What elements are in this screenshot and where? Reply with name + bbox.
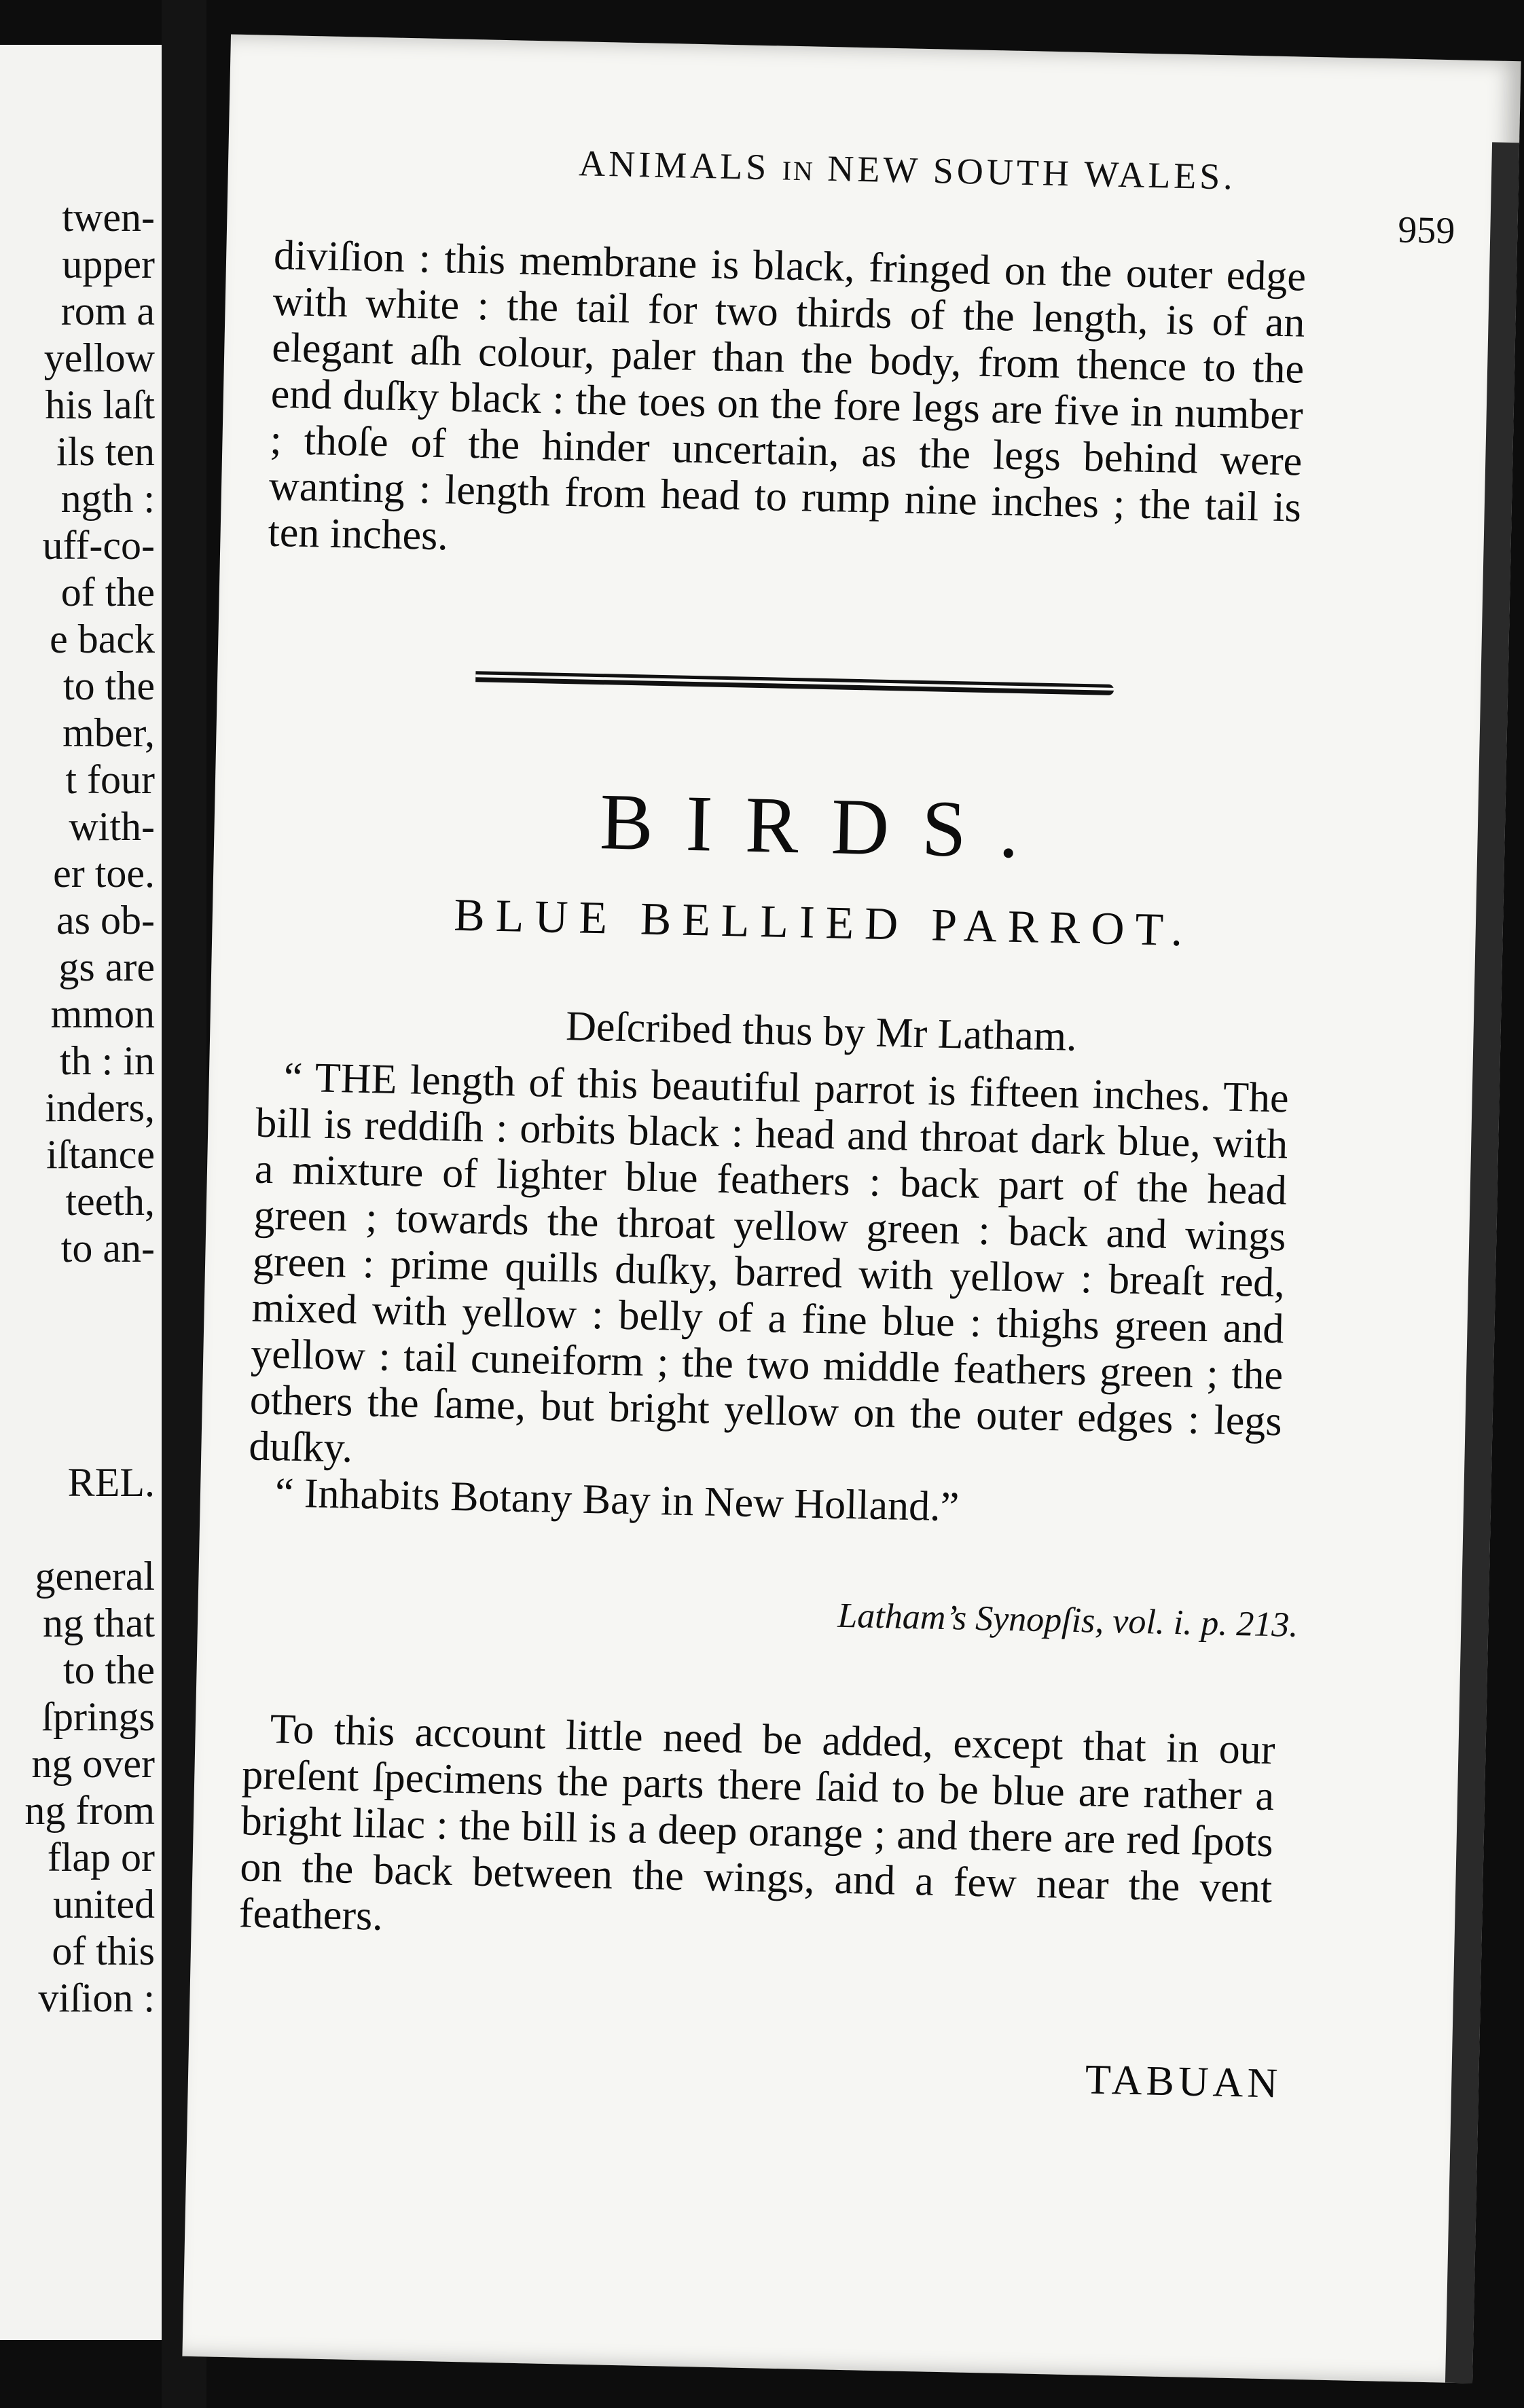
running-head-word-3: NEW SOUTH WALES. [827, 147, 1237, 198]
facing-page-line: his laſt [45, 382, 155, 427]
running-head-word-2: IN [782, 155, 816, 187]
remark-text [238, 1705, 1275, 1958]
facing-page-line: er toe. [53, 851, 155, 896]
page-959 [182, 34, 1521, 2383]
facing-page-line: iſtance [46, 1132, 155, 1177]
facing-page-line: upper [62, 242, 155, 287]
facing-page-line: inders, [45, 1085, 155, 1130]
facing-page-line: with- [69, 804, 155, 849]
facing-page-line: as ob- [56, 898, 155, 943]
citation: Latham’s Synopſis, vol. i. p. 213. [837, 1596, 1299, 1645]
quote-paragraph-1: “ THE length of this beautiful parrot is fifteen inches. The bill is reddiſh : orbits black : head and throat dark blue, with a mixture of lighter blue feathers : back part of the head green ; towards the throat yellow green : back and wings green : prime quills duſky, barred with yellow : breaſt red, mixed with yellow : belly of a fine blue : thighs green and yellow : tail cuneiform ; the two middle feathers green ; the others the ſame, but bright yellow on the outer edges : legs duſky. [248, 1054, 1290, 1472]
facing-page-line: yellow [43, 335, 155, 380]
running-head [439, 139, 1377, 201]
facing-page-line: ng over [31, 1741, 155, 1786]
page-edge-shadow [1445, 142, 1519, 2383]
facing-page-line: gs are [58, 945, 155, 989]
facing-page-line: t four [65, 757, 155, 802]
facing-page-fragment [0, 45, 162, 2340]
catchword: TABUAN [1085, 2056, 1282, 2107]
facing-page-line: teeth, [65, 1179, 155, 1224]
facing-page-line: of the [60, 570, 155, 615]
remark-paragraph: To this account little need be added, except that in our preſent ſpecimens the parts there ſaid to be blue are rather a bright lilac : the bill is a deep orange ; and there are red ſpots on the back between the wings, and a few near the vent feathers. [238, 1706, 1276, 1939]
facing-page-line: uff-co- [42, 523, 155, 568]
facing-page-line: ng from [24, 1788, 155, 1833]
attribution-line: Deſcribed thus by Mr Latham. [565, 1003, 1078, 1060]
facing-page-line: ng that [43, 1601, 155, 1645]
facing-page-line: viſion : [38, 1975, 155, 2020]
facing-page-line: rom a [60, 289, 155, 333]
facing-page-line: to an- [60, 1226, 155, 1271]
facing-page-line: ils ten [56, 429, 155, 474]
facing-page-line: th : in [59, 1038, 155, 1083]
facing-page-line: to the [63, 663, 155, 708]
continued-description [268, 232, 1307, 577]
page-number: 959 [1397, 208, 1455, 253]
facing-page-line: REL. [67, 1460, 155, 1505]
facing-page-line: united [53, 1882, 155, 1927]
section-heading: BIRDS. [598, 777, 1053, 876]
section-rule [475, 671, 1114, 695]
species-heading: BLUE BELLIED PARROT. [453, 888, 1194, 956]
facing-page-line: general [35, 1554, 155, 1599]
continued-paragraph: diviſion : this membrane is black, fringed on the outer edge with white : the tail for two thirds of the length, is of an elegant aſh colour, paler than the body, from thence to the end duſky black : the toes on the fore legs are five in number ; thoſe of the hinder uncertain, as the legs behind were wanting : length from head to rump nine inches ; the tail is ten inches. [267, 232, 1307, 560]
running-head-word-1: ANIMALS [578, 143, 770, 188]
facing-page-line: mmon [50, 991, 155, 1036]
facing-page-line: twen- [62, 195, 155, 240]
facing-page-line: flap or [47, 1835, 155, 1880]
facing-page-line: ngth : [60, 476, 155, 521]
quote-paragraph-2: “ Inhabits Botany Bay in New Holland.” [274, 1470, 960, 1531]
facing-page-line: of this [52, 1929, 155, 1973]
facing-page-line: ſprings [41, 1694, 155, 1739]
facing-page-line: e back [50, 617, 155, 661]
latham-quote [247, 1054, 1289, 1537]
facing-page-line: mber, [62, 710, 155, 755]
facing-page-line: to the [63, 1647, 155, 1692]
